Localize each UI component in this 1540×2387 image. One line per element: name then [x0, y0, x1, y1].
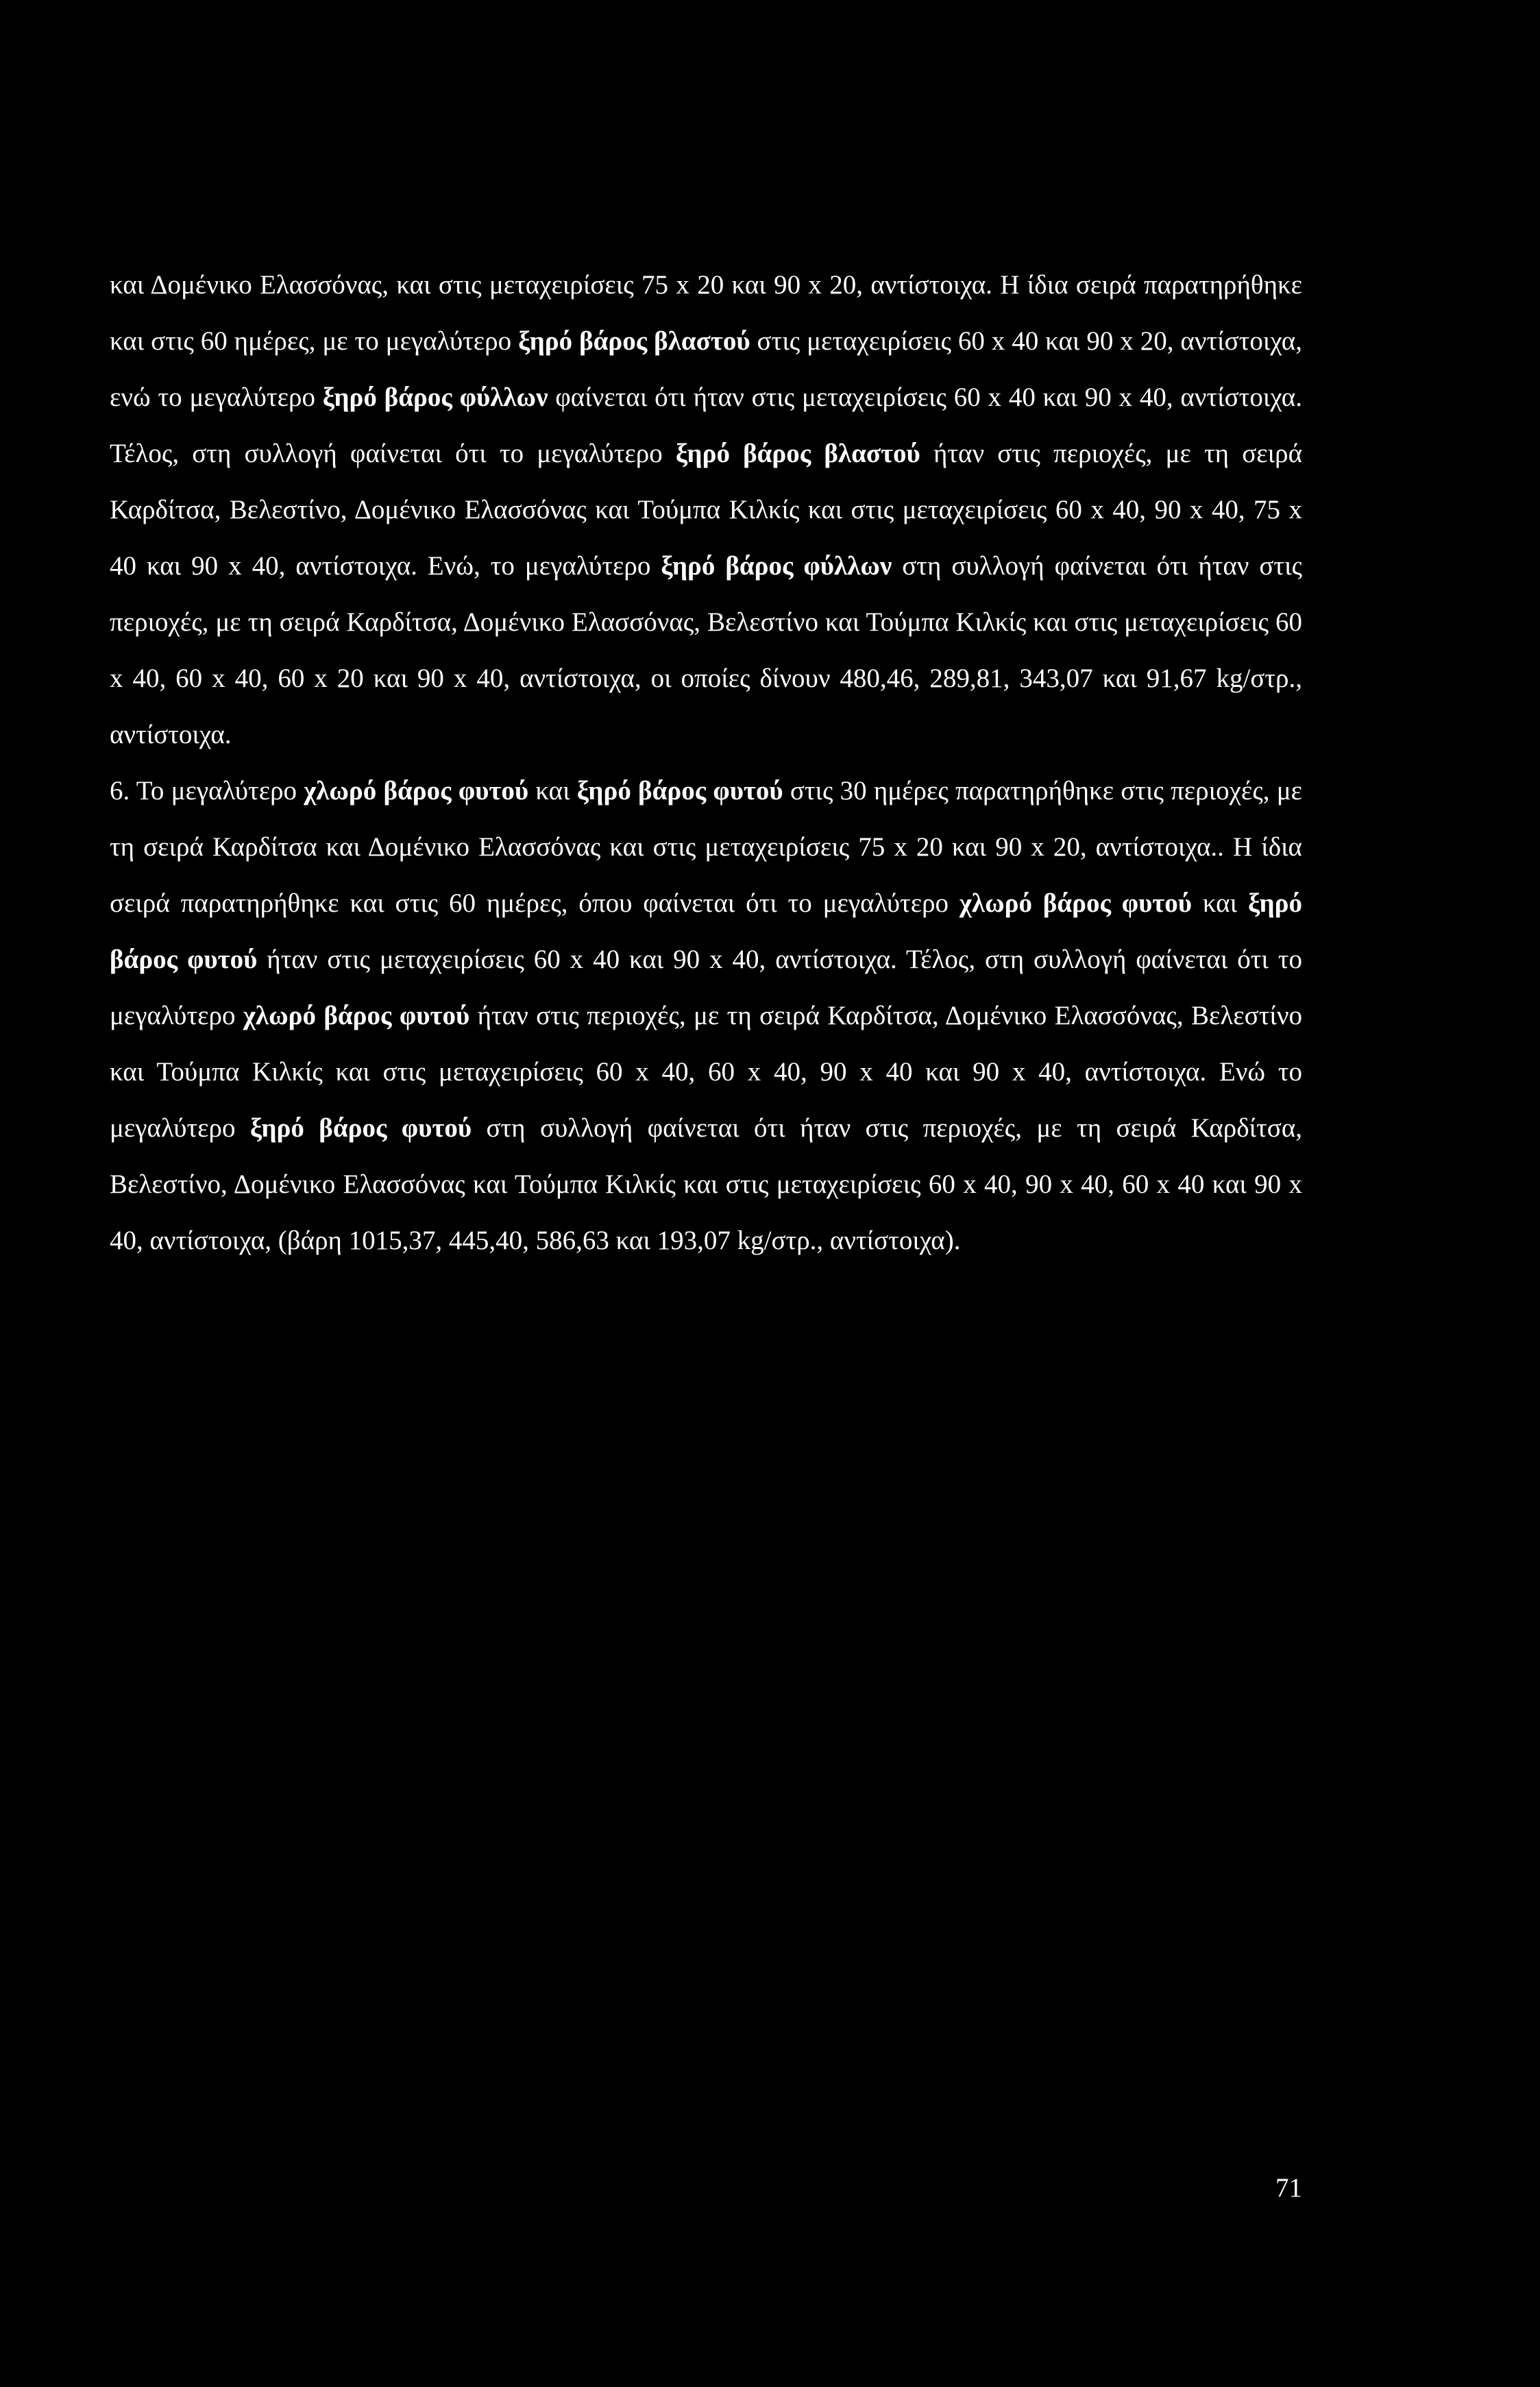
text-segment: στις μεταχειρίσεις 60 x 40 και 90 x 20, αντίστοιχα, ενώ το μεγαλύτερο	[110, 326, 1302, 412]
bold-term: ξηρό βάρος φύλλων	[322, 383, 548, 412]
document-body	[110, 257, 1302, 1269]
paragraph-2	[110, 763, 1302, 1269]
text-segment: και	[1192, 888, 1248, 918]
bold-term: ξηρό βάρος φυτού	[110, 888, 1302, 974]
text-segment: ήταν στις μεταχειρίσεις 60 x 40 και 90 x 40, αντίστοιχα. Τέλος, στη συλλογή φαίνεται ότι το μεγαλύτερο	[110, 945, 1303, 1030]
bold-term: ξηρό βάρος φύλλων	[661, 551, 892, 581]
bold-term: χλωρό βάρος φυτού	[243, 1001, 470, 1030]
text-segment: ήταν στις περιοχές, με τη σειρά Καρδίτσα, Δομένικο Ελασσόνας, Βελεστίνο και Τούμπα Κιλκίς και στις μεταχειρίσεις 60 x 40, 60 x 40, 90 x 40 και 90 x 40, αντίστοιχα. Ενώ το μεγαλύτερο	[110, 1001, 1302, 1143]
text-segment: 6. Το μεγαλύτερο	[110, 776, 304, 805]
text-segment: ήταν στις περιοχές, με τη σειρά Καρδίτσα, Βελεστίνο, Δομένικο Ελασσόνας και Τούμπα Κιλκίς και στις μεταχειρίσεις 60 x 40, 90 x 40, 75 x 40 και 90 x 40, αντίστοιχα. Ενώ, το μεγαλύτερο	[110, 439, 1303, 581]
bold-term: χλωρό βάρος φυτού	[959, 888, 1193, 918]
bold-term: ξηρό βάρος φυτού	[576, 776, 783, 805]
text-segment: και Δομένικο Ελασσόνας, και στις μεταχειρίσεις 75 x 20 και 90 x 20, αντίστοιχα. Η ίδια σειρά παρατηρήθηκε και στις 60 ημέρες, με το μεγαλύτερο	[110, 270, 1302, 356]
bold-term: χλωρό βάρος φυτού	[304, 776, 529, 805]
bold-term: ξηρό βάρος βλαστού	[675, 439, 920, 468]
text-segment: στη συλλογή φαίνεται ότι ήταν στις περιοχές, με τη σειρά Καρδίτσα, Δομένικο Ελασσόνας, Βελεστίνο και Τούμπα Κιλκίς και στις μεταχειρίσεις 60 x 40, 60 x 40, 60 x 20 και 90 x 40, αντίστοιχα, οι οποίες δίνουν 480,46, 289,81, 343,07 και 91,67 kg/στρ., αντίστοιχα.	[110, 551, 1302, 749]
page-number: 71	[1275, 2173, 1302, 2203]
bold-term: ξηρό βάρος βλαστού	[518, 326, 750, 356]
paragraph-1	[110, 257, 1302, 763]
text-segment: φαίνεται ότι ήταν στις μεταχειρίσεις 60 x 40 και 90 x 40, αντίστοιχα. Τέλος, στη συλλογή φαίνεται ότι το μεγαλύτερο	[110, 383, 1302, 468]
text-segment: και	[528, 776, 577, 805]
text-segment: στη συλλογή φαίνεται ότι ήταν στις περιοχές, με τη σειρά Καρδίτσα, Βελεστίνο, Δομένικο Ελασσόνας και Τούμπα Κιλκίς και στις μεταχειρίσεις 60 x 40, 90 x 40, 60 x 40 και 90 x 40, αντίστοιχα, (βάρη 1015,37, 445,40, 586,63 και 193,07 kg/στρ., αντίστοιχα).	[110, 1113, 1302, 1255]
text-segment: στις 30 ημέρες παρατηρήθηκε στις περιοχές, με τη σειρά Καρδίτσα και Δομένικο Ελασσόνας και στις μεταχειρίσεις 75 x 20 και 90 x 20, αντίστοιχα.. Η ίδια σειρά παρατηρήθηκε και στις 60 ημέρες, όπου φαίνεται ότι το μεγαλύτερο	[110, 776, 1302, 918]
bold-term: ξηρό βάρος φυτού	[249, 1113, 472, 1143]
